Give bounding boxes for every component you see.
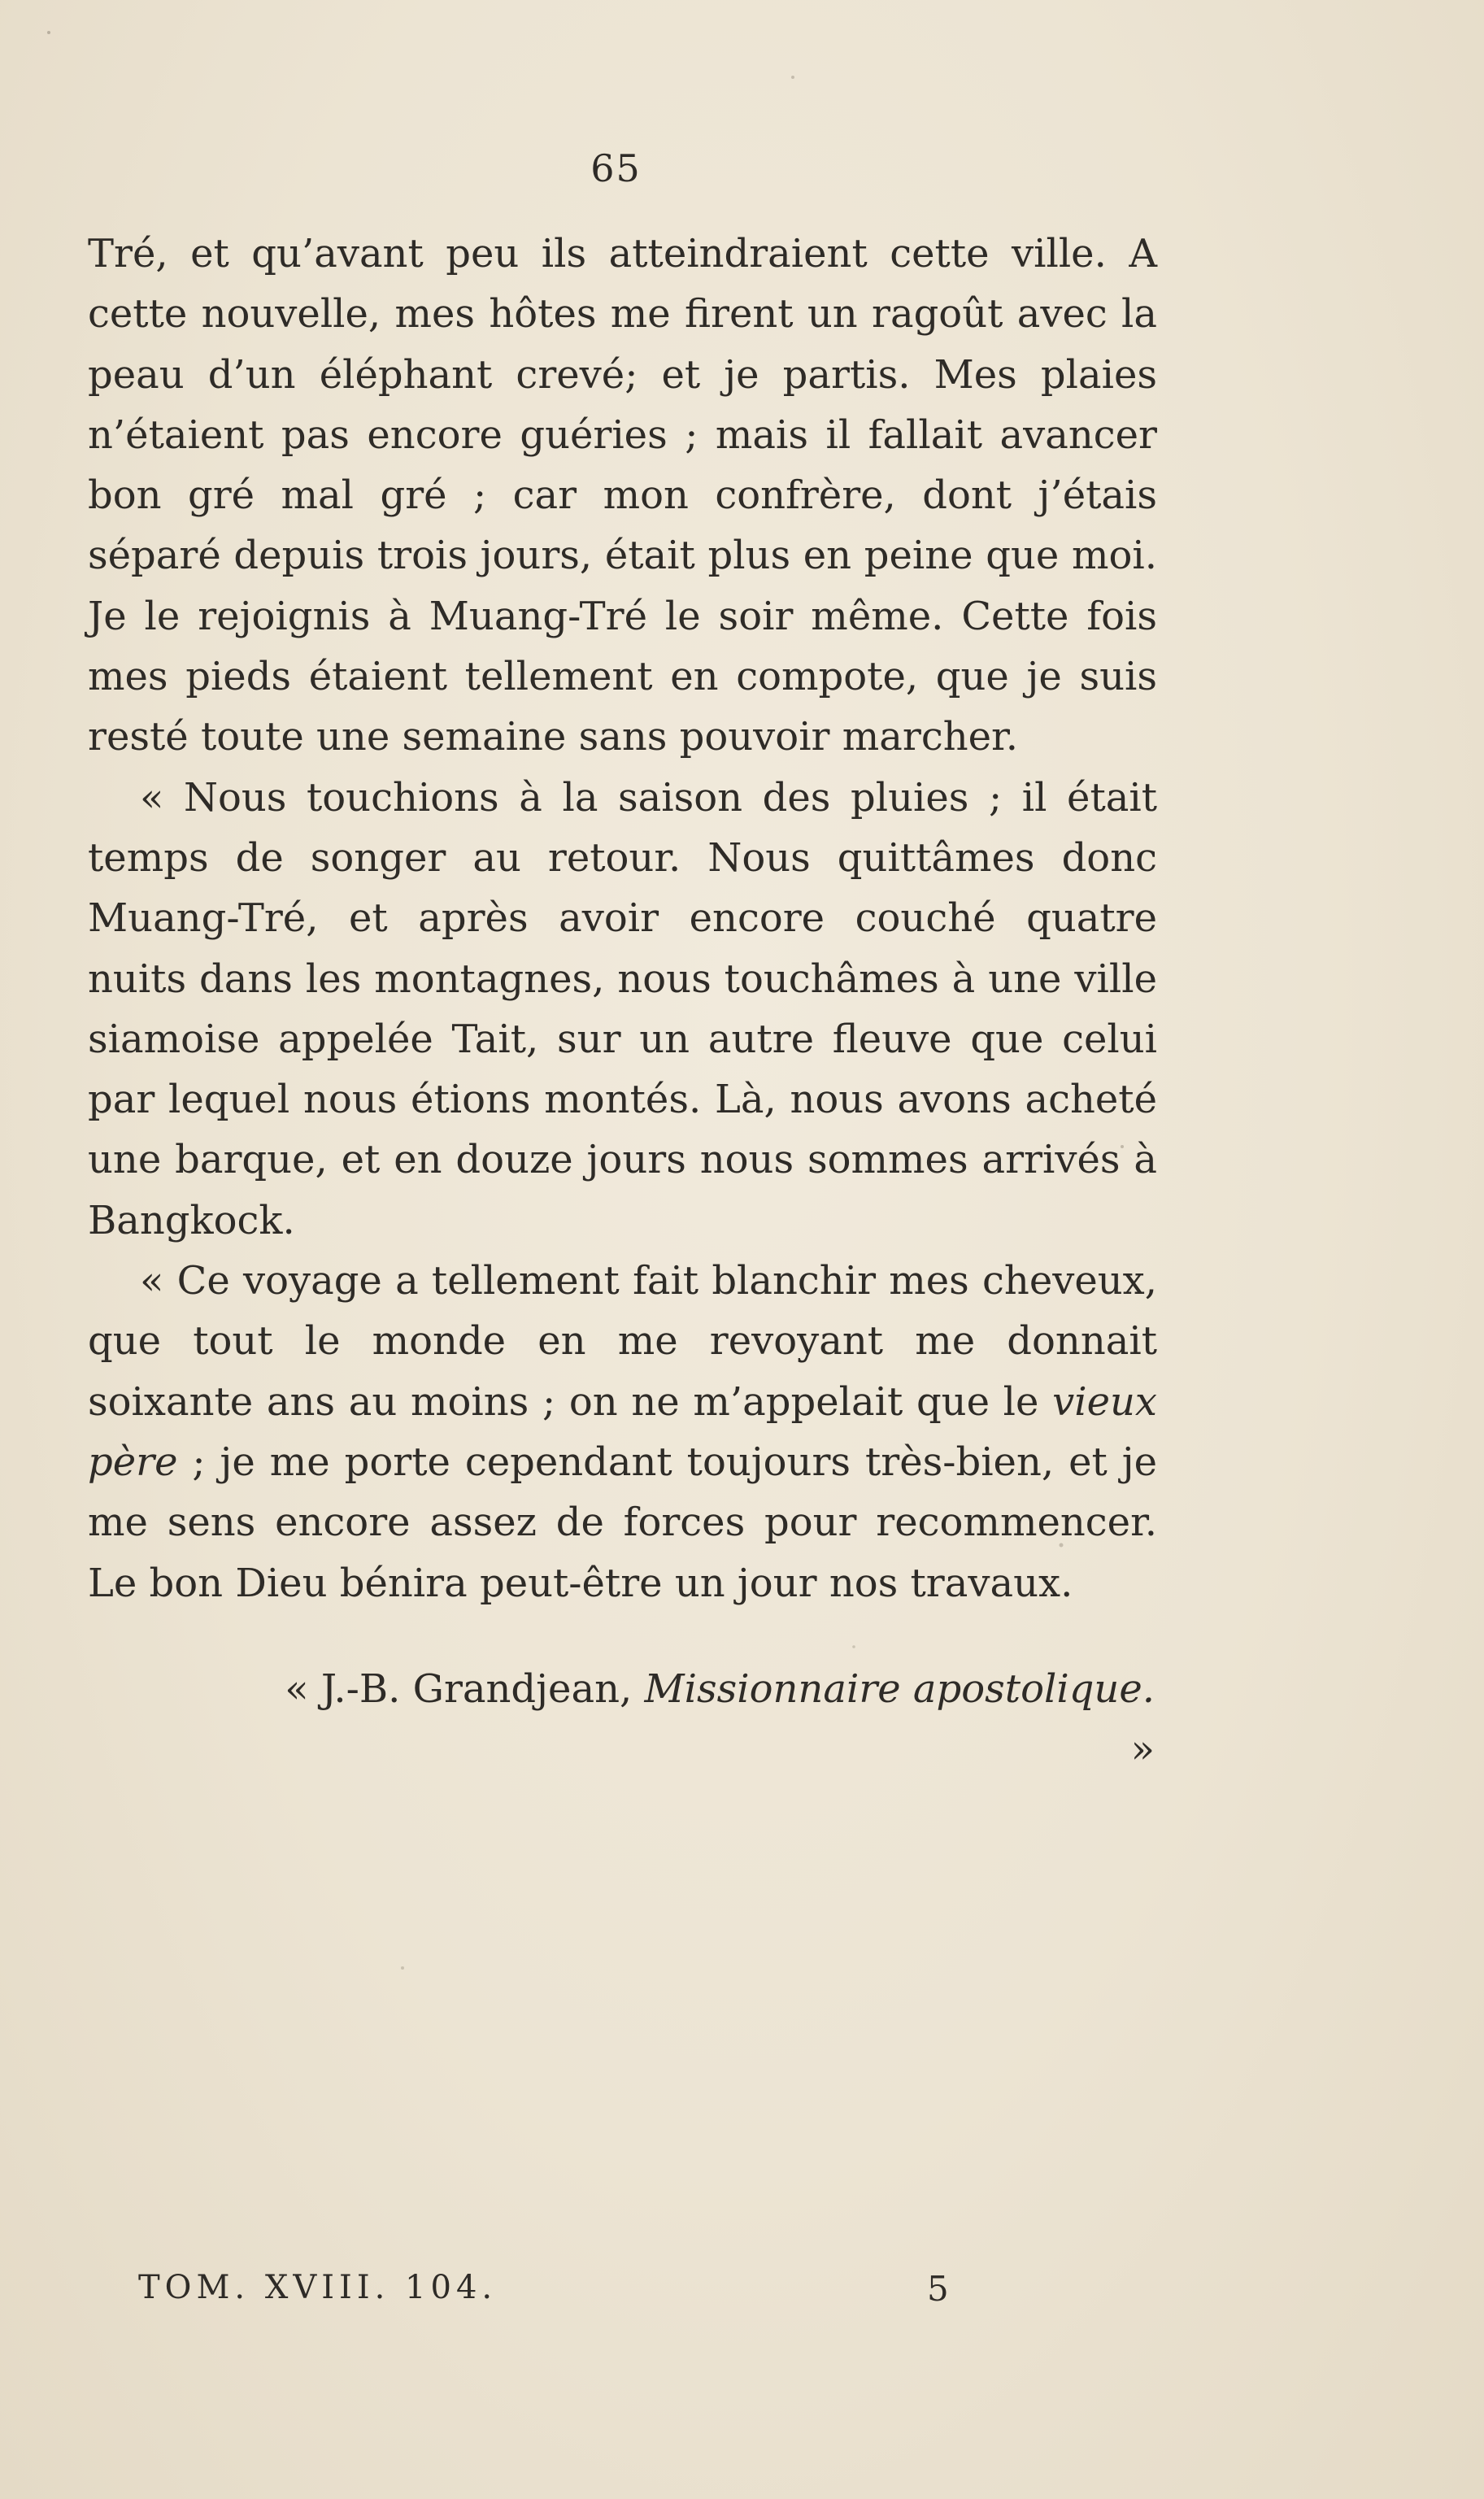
paragraph-3-text-end: ; je me porte cependant toujours très-bien, et je me sens encore assez de forces pour recommencer. Le bon Dieu bénira peut-être un jour nos travaux. xyxy=(88,1439,1157,1606)
signature-open-quote: « xyxy=(285,1666,309,1712)
footer-volume-mark: TOM. XVIII. 104. xyxy=(138,2269,498,2306)
page-number: 65 xyxy=(590,146,642,190)
signature-name: J.-B. Grandjean, xyxy=(320,1666,633,1712)
body-text xyxy=(88,224,1157,1613)
paragraph-3-text: « Ce voyage a tellement fait blanchir mes cheveux, que tout le monde en me revoyant me donnait soixante ans au moins ; on ne m’appelait que le xyxy=(88,1258,1157,1425)
paragraph-2: « Nous touchions à la saison des pluies ; il était temps de songer au retour. Nous quittâmes donc Muang-Tré, et après avoir encore couché quatre nuits dans les montagnes, nous touchâmes à une ville siamoise appelée Tait, sur un autre fleuve que celui par lequel nous étions montés. Là, nous avons acheté une barque, et en douze jours nous sommes arrivés à Bangkock. xyxy=(88,774,1157,1243)
paragraph-1: Tré, et qu’avant peu ils atteindraient cette ville. A cette nouvelle, mes hôtes me firent un ragoût avec la peau d’un éléphant crevé; et je partis. Mes plaies n’étaient pas encore guéries ; mais il fallait avancer bon gré mal gré ; car mon confrère, dont j’étais séparé depuis trois jours, était plus en peine que moi. Je le rejoignis à Muang-Tré le soir même. Cette fois mes pieds étaient tellement en compote, que je suis resté toute une semaine sans pouvoir marcher. xyxy=(88,231,1157,760)
footer-sheet-number: 5 xyxy=(927,2269,949,2309)
paragraph-3 xyxy=(88,1251,1157,1613)
emphasis-vieux-pere: vieux père xyxy=(88,1378,1157,1485)
letter-signature xyxy=(268,1659,1155,1779)
signature-close-quote: » xyxy=(1130,1726,1155,1772)
signature-title: Missionnaire apostolique. xyxy=(644,1666,1155,1712)
